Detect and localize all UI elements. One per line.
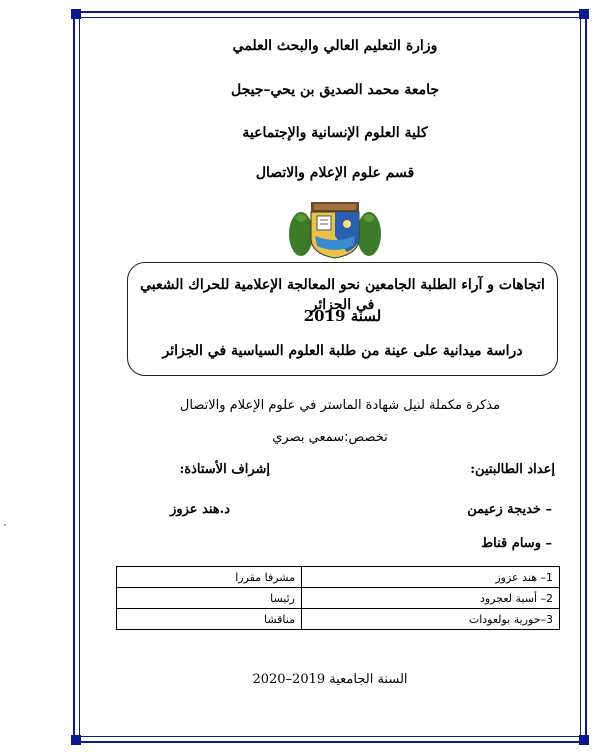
member-role: مناقشا <box>117 609 302 630</box>
ministry-name: وزارة التعليم العالي والبحث العلمي <box>232 38 438 54</box>
university-name: جامعة محمد الصديق بن يحي–جيجل <box>230 82 440 98</box>
corner-ornament <box>579 9 589 19</box>
corner-ornament <box>579 735 589 745</box>
thesis-title-year: لسنة 2019 <box>303 307 382 325</box>
table-row <box>117 588 560 609</box>
faculty-name: كلية العلوم الإنسانية والإجتماعية <box>242 125 428 141</box>
committee-table <box>116 566 560 630</box>
memo-statement: مذكرة مكملة لنيل شهادة الماستر في علوم الإعلام والاتصال <box>179 398 501 413</box>
table-row <box>117 567 560 588</box>
thesis-title: اتجاهات و آراء الطلبة الجامعين نحو المعالجة الإعلامية للحراك الشعبي في الجزائر <box>140 277 545 313</box>
university-emblem-icon <box>287 196 383 260</box>
member-name: 1– هند عزوز <box>302 567 560 588</box>
supervision-label: إشراف الأستاذة: <box>179 462 270 477</box>
department-name: قسم علوم الإعلام والاتصال <box>255 165 415 181</box>
academic-year: السنة الجامعية 2019–2020 <box>252 672 408 687</box>
student-name: – وسام قناط <box>481 536 552 551</box>
supervisor-name: د.هند عزوز <box>170 502 230 517</box>
stray-dot <box>4 524 6 526</box>
title-box <box>127 262 558 376</box>
member-name: 3–حورية بولعودات <box>302 609 560 630</box>
table-row <box>117 609 560 630</box>
corner-ornament <box>71 735 81 745</box>
thesis-subtitle: دراسة ميدانية على عينة من طلبة العلوم السياسية في الجزائر <box>162 343 523 359</box>
corner-ornament <box>71 9 81 19</box>
member-role: مشرفا مقررا <box>117 567 302 588</box>
prepared-by-label: إعداد الطالبتين: <box>470 462 555 477</box>
member-name: 2– أسية لعجرود <box>302 588 560 609</box>
member-role: رئيسا <box>117 588 302 609</box>
specialty: تخصص:سمعي بصري <box>272 430 388 445</box>
student-name: – خديجة زعيمن <box>467 502 552 517</box>
